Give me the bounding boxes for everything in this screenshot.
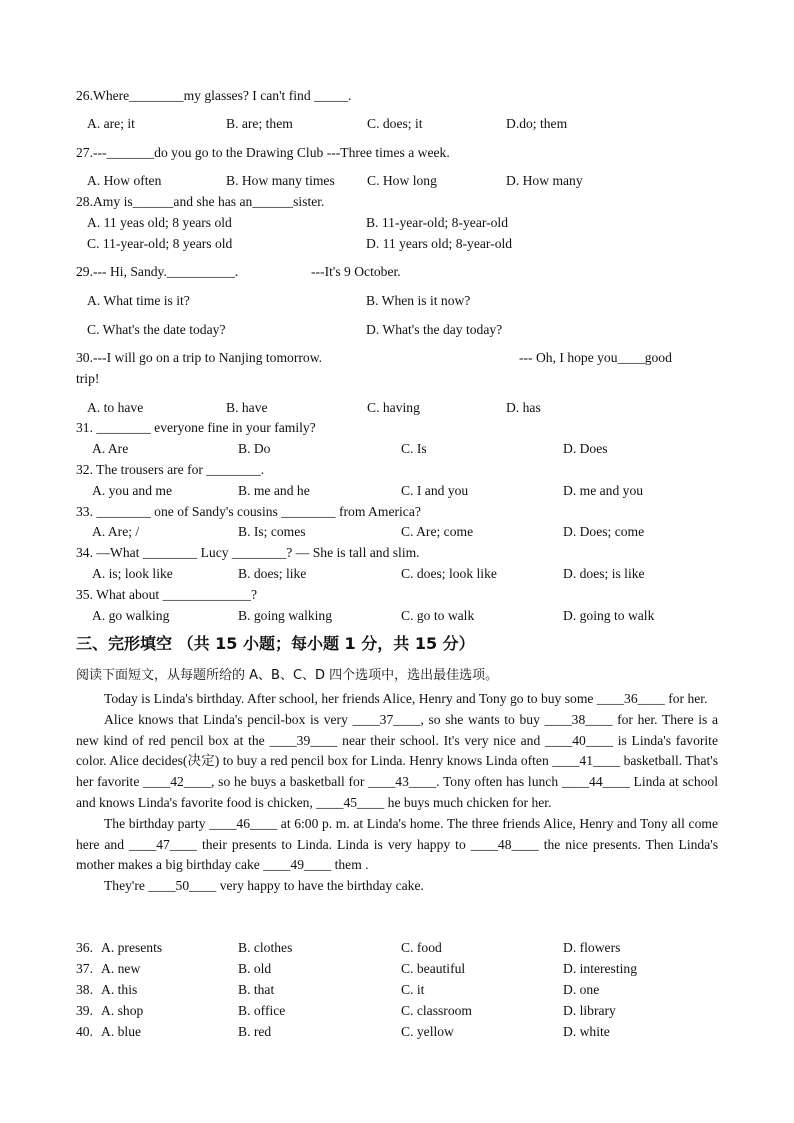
question-29-option-d: D. What's the day today? — [366, 322, 503, 337]
question-31-option-c: C. Is — [401, 441, 427, 456]
question-32-option-d: D. me and you — [563, 483, 644, 498]
cloze-39-option-a: A. shop — [101, 1003, 144, 1018]
cloze-40-option-c: C. yellow — [401, 1024, 454, 1039]
question-32-stem: 32. The trousers are for ________. — [76, 462, 265, 477]
question-31-option-b: B. Do — [238, 441, 271, 456]
question-33-option-d: D. Does; come — [563, 524, 645, 539]
question-28-option-a: A. 11 yeas old; 8 years old — [87, 215, 232, 230]
question-29-option-c: C. What's the date today? — [87, 322, 226, 337]
question-27-stem: 27.---_______do you go to the Drawing Club ---Three times a week. — [76, 145, 450, 160]
question-34-stem: 34. —What ________ Lucy ________? — She is tall and slim. — [76, 545, 420, 560]
cloze-37-number: 37. — [76, 961, 93, 976]
question-26-option-c: C. does; it — [367, 116, 423, 131]
question-29-option-a: A. What time is it? — [87, 293, 190, 308]
question-34-option-c: C. does; look like — [401, 566, 497, 581]
passage-paragraph-1: Today is Linda's birthday. After school, her friends Alice, Henry and Tony go to buy some ____36____ for her. — [104, 691, 708, 706]
question-34-option-a: A. is; look like — [92, 566, 173, 581]
question-31-option-d: D. Does — [563, 441, 608, 456]
question-33-option-a: A. Are; / — [92, 524, 140, 539]
question-30-option-b: B. have — [226, 400, 268, 415]
cloze-36-option-b: B. clothes — [238, 940, 293, 955]
question-26-option-a: A. are; it — [87, 116, 135, 131]
cloze-passage — [76, 689, 718, 897]
cloze-38-option-d: D. one — [563, 982, 600, 997]
cloze-37-option-d: D. interesting — [563, 961, 637, 976]
question-34-option-b: B. does; like — [238, 566, 307, 581]
question-32-option-c: C. I and you — [401, 483, 469, 498]
question-26-option-d: D.do; them — [506, 116, 568, 131]
cloze-40-number: 40. — [76, 1024, 93, 1039]
question-31-stem: 31. ________ everyone fine in your family? — [76, 420, 316, 435]
question-33-option-b: B. Is; comes — [238, 524, 306, 539]
question-27-option-a: A. How often — [87, 173, 162, 188]
cloze-40-option-b: B. red — [238, 1024, 272, 1039]
section-heading: 三、完形填空 （共 15 小题；每小题 1 分，共 15 分） — [76, 634, 475, 653]
question-29-option-b: B. When is it now? — [366, 293, 471, 308]
cloze-39-option-c: C. classroom — [401, 1003, 472, 1018]
question-30-reply: --- Oh, I hope you____good — [519, 350, 672, 365]
cloze-40-option-d: D. white — [563, 1024, 610, 1039]
question-32-option-b: B. me and he — [238, 483, 310, 498]
question-35-option-b: B. going walking — [238, 608, 333, 623]
cloze-38-option-b: B. that — [238, 982, 275, 997]
question-32-option-a: A. you and me — [92, 483, 173, 498]
question-30-option-d: D. has — [506, 400, 541, 415]
cloze-38-number: 38. — [76, 982, 93, 997]
cloze-39-number: 39. — [76, 1003, 93, 1018]
cloze-37-option-c: C. beautiful — [401, 961, 466, 976]
cloze-40-option-a: A. blue — [101, 1024, 142, 1039]
question-35-option-c: C. go to walk — [401, 608, 475, 623]
question-27-option-c: C. How long — [367, 173, 437, 188]
question-28-stem: 28.Amy is______and she has an______sister. — [76, 194, 325, 209]
question-35-option-a: A. go walking — [92, 608, 170, 623]
question-34-option-d: D. does; is like — [563, 566, 645, 581]
cloze-38-option-a: A. this — [101, 982, 138, 997]
question-26-option-b: B. are; them — [226, 116, 293, 131]
question-31-option-a: A. Are — [92, 441, 129, 456]
cloze-37-option-a: A. new — [101, 961, 141, 976]
cloze-36-number: 36. — [76, 940, 93, 955]
question-30-option-c: C. having — [367, 400, 420, 415]
cloze-39-option-d: D. library — [563, 1003, 616, 1018]
passage-paragraph-4: They're ____50____ very happy to have the birthday cake. — [104, 878, 424, 894]
section-instruction: 阅读下面短文，从每题所给的 A、B、C、D 四个选项中，选出最佳选项。 — [76, 668, 499, 683]
cloze-39-option-b: B. office — [238, 1003, 286, 1018]
cloze-37-option-b: B. old — [238, 961, 272, 976]
question-33-stem: 33. ________ one of Sandy's cousins ________ from America? — [76, 504, 421, 519]
passage-paragraph-2: Alice knows that Linda's pencil-box is very ____37____, so she wants to buy ____38____ for her. There is a new kind of red pencil box at the ____39____ near their school. It's very nice and ____40____ is Linda's favorite color. Alice decides(决定) to buy a red pencil box for Linda. Henry knows Linda often ____41____ basketball. That's her favorite ____42____, so he buys a basketball for ____43____. Tony often has lunch ____44____ Linda at school and knows Linda's favorite food is chicken, ____45____ he buys much chicken for her. — [76, 711, 718, 810]
question-30-continuation: trip! — [76, 371, 100, 386]
question-35-stem: 35. What about _____________? — [76, 587, 257, 602]
question-33-option-c: C. Are; come — [401, 524, 474, 539]
question-26-stem: 26.Where________my glasses? I can't find _____. — [76, 88, 352, 103]
question-27-option-d: D. How many — [506, 173, 583, 188]
question-28-option-c: C. 11-year-old; 8 years old — [87, 236, 233, 251]
cloze-36-option-d: D. flowers — [563, 940, 621, 955]
cloze-38-option-c: C. it — [401, 982, 425, 997]
question-29-reply: ---It's 9 October. — [311, 264, 401, 279]
passage-paragraph-3: The birthday party ____46____ at 6:00 p. m. at Linda's home. The three friends Alice, Henry and Tony all come here and ____47____ their presents to Linda. Linda is very happy to ____48____ the nice presents. Then Linda's mother makes a big birthday cake ____49____ them . — [76, 815, 718, 873]
question-28-option-b: B. 11-year-old; 8-year-old — [366, 215, 509, 230]
cloze-36-option-a: A. presents — [101, 940, 163, 955]
question-30-option-a: A. to have — [87, 400, 144, 415]
question-28-option-d: D. 11 years old; 8-year-old — [366, 236, 513, 251]
question-27-option-b: B. How many times — [226, 173, 335, 188]
question-29-stem: 29.--- Hi, Sandy.__________. — [76, 264, 239, 279]
question-30-stem: 30.---I will go on a trip to Nanjing tomorrow. — [76, 350, 323, 365]
cloze-36-option-c: C. food — [401, 940, 442, 955]
question-35-option-d: D. going to walk — [563, 608, 655, 623]
